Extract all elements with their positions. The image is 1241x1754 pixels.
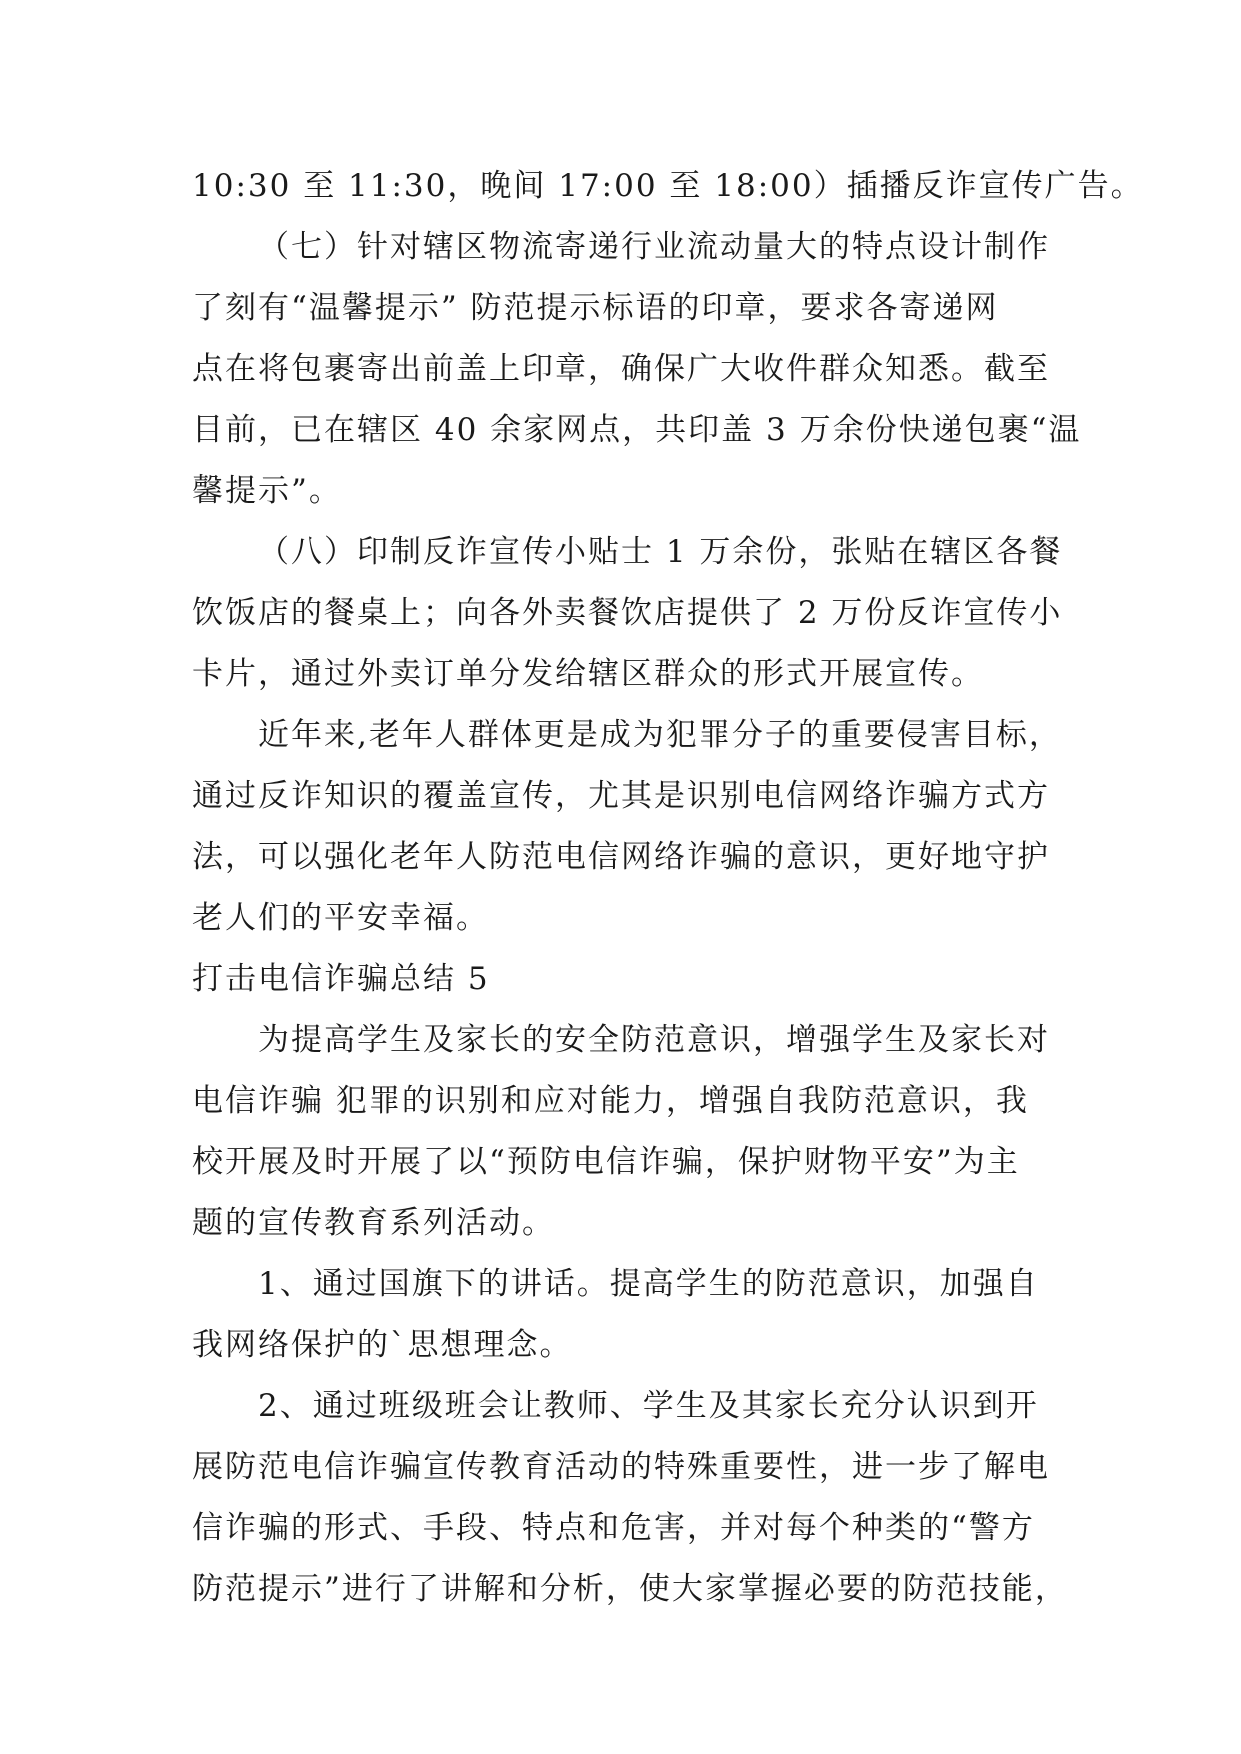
text-line: 电信诈骗 犯罪的识别和应对能力，增强自我防范意识，我 (192, 1083, 1029, 1119)
paragraph-elderly (192, 705, 1062, 949)
section-heading: 打击电信诈骗总结 5 (192, 961, 490, 997)
paragraph-intro (192, 1010, 1054, 1254)
text-line: 饮饭店的餐桌上；向各外卖餐饮店提供了 2 万份反诈宣传小 (192, 595, 1063, 631)
text-line: 老人们的平安幸福。 (192, 900, 489, 936)
text-line: 2、通过班级班会让教师、学生及其家长充分认识到开 (258, 1388, 1039, 1424)
paragraph-item-two (192, 1376, 1068, 1620)
paragraph-eight (192, 522, 1063, 705)
text-line: 法，可以强化老年人防范电信网络诈骗的意识，更好地守护 (192, 839, 1050, 875)
text-line: （八）印制反诈宣传小贴士 1 万余份，张贴在辖区各餐 (258, 534, 1063, 570)
text-line: 为提高学生及家长的安全防范意识，增强学生及家长对 (258, 1022, 1050, 1058)
text-line: （七）针对辖区物流寄递行业流动量大的特点设计制作 (258, 229, 1050, 265)
text-line: 目前，已在辖区 40 余家网点，共印盖 3 万余份快递包裹“温 (192, 412, 1082, 448)
text-line: 我网络保护的`思想理念。 (192, 1327, 573, 1363)
text-line: 10:30 至 11:30，晚间 17:00 至 18:00）插播反诈宣传广告。 (192, 168, 1144, 204)
text-line: 题的宣传教育系列活动。 (192, 1205, 555, 1241)
text-line: 近年来,老年人群体更是成为犯罪分子的重要侵害目标， (258, 717, 1062, 753)
text-line: 卡片，通过外卖订单分发给辖区群众的形式开展宣传。 (192, 656, 984, 692)
paragraph-seven (192, 217, 1082, 522)
text-line: 展防范电信诈骗宣传教育活动的特殊重要性，进一步了解电 (192, 1449, 1050, 1485)
text-line: 校开展及时开展了以“预防电信诈骗，保护财物平安”为主 (192, 1144, 1020, 1180)
paragraph-item-one (192, 1254, 1054, 1376)
text-line: 馨提示”。 (192, 473, 342, 509)
text-line: 通过反诈知识的覆盖宣传，尤其是识别电信网络诈骗方式方 (192, 778, 1050, 814)
paragraph-ad-times (192, 156, 1144, 217)
text-line: 防范提示”进行了讲解和分析，使大家掌握必要的防范技能， (192, 1571, 1068, 1607)
text-line: 1、通过国旗下的讲话。提高学生的防范意识，加强自 (258, 1266, 1039, 1302)
document-page (192, 156, 1144, 1620)
text-line: 了刻有“温馨提示” 防范提示标语的印章，要求各寄递网 (192, 290, 999, 326)
text-line: 信诈骗的形式、手段、特点和危害，并对每个种类的“警方 (192, 1510, 1035, 1546)
text-line: 点在将包裹寄出前盖上印章，确保广大收件群众知悉。截至 (192, 351, 1050, 387)
